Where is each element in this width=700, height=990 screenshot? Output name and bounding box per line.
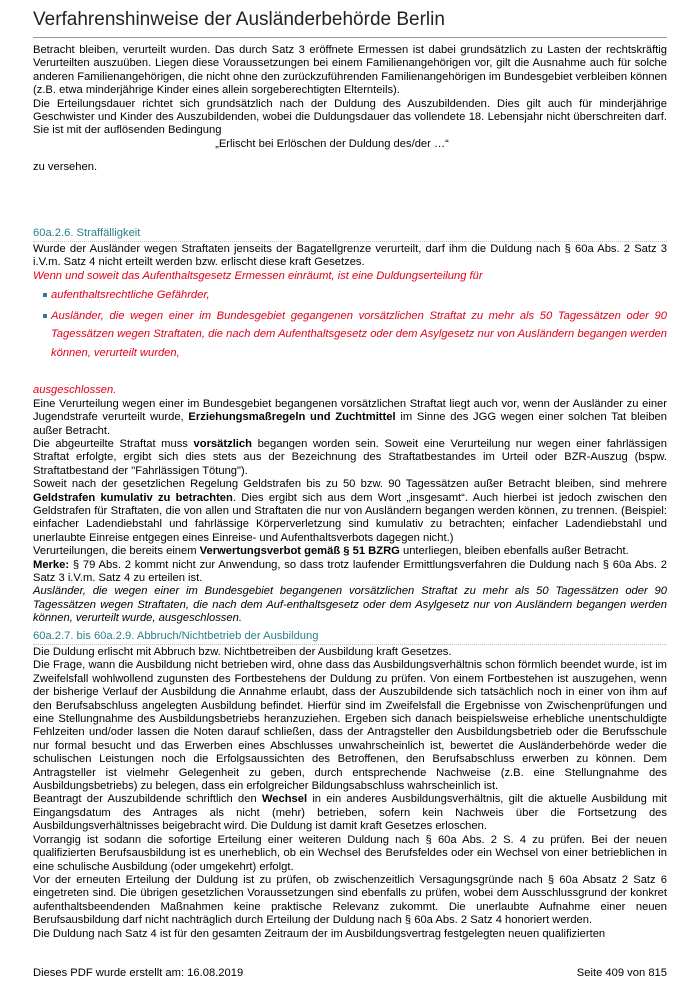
bullet-square-icon bbox=[43, 293, 47, 297]
section-heading-abbruch-ausbildung: 60a.2.7. bis 60a.2.9. Abbruch/Nichtbetrieb der Ausbildung bbox=[33, 630, 667, 645]
section1-red-intro: Wenn und soweit das Aufenthaltsgesetz Ermessen einräumt, ist eine Duldungserteilung für bbox=[33, 269, 483, 282]
bold-text-run: Geldstrafen kumulativ zu betrachten bbox=[33, 491, 233, 504]
bold-text-run: vorsätzlich bbox=[193, 437, 252, 450]
text-run: im Sinne des JGG wegen einer solchen Tat bleiben außer Betracht. bbox=[33, 411, 667, 437]
bold-text-run: Erziehungsmaßregeln und Zuchtmittel bbox=[188, 411, 396, 424]
text-run: . Dies ergibt sich aus dem Wort „insgesamt“. Auch hierbei ist jedoch zwischen den Geldstrafen für Straftaten, die von allen und Straftaten die nur von Ausländern begangen werden können, zu trennen. (Beispiel: einfacher Ladendiebstahl und fahrlässige Körperverletzung sind kumulativ zu betrachten; einfacher Ladendiebstahl und unerlaubte Einreise entgegen eines Einreise- und Aufenthaltsverbots dagegen nicht.) bbox=[33, 491, 667, 544]
page-title: Verfahrenshinweise der Ausländerbehörde Berlin bbox=[33, 9, 445, 30]
bold-text-run: Verwertungsverbot gemäß § 51 BZRG bbox=[199, 545, 400, 558]
intro-quote: „Erlischt bei Erlöschen der Duldung des/der …“ bbox=[215, 137, 449, 150]
text-run: Soweit nach der gesetzlichen Regelung Geldstrafen bis zu 50 bzw. 90 Tagessätzen außer Betracht bleiben, sind mehrere bbox=[33, 478, 667, 491]
section1-paragraph-1: Wurde der Ausländer wegen Straftaten jenseits der Bagatellgrenze verurteilt, darf ihm die Duldung nach § 60a Abs. 2 Satz 3 i.V.m. Satz 4 nicht erteilt werden bzw. erlischt diese kraft Gesetzes. bbox=[33, 243, 667, 269]
list-item bbox=[43, 286, 667, 305]
section1-paragraph-3 bbox=[33, 438, 667, 478]
section1-paragraph-2 bbox=[33, 398, 667, 438]
section1-bullet-list bbox=[33, 286, 667, 362]
section2-paragraph-5: Vor der erneuten Erteilung der Duldung ist zu prüfen, ob zwischenzeitlich Versagungsgründe nach § 60a Absatz 2 Satz 6 eingetreten sind. Die übrigen gesetzlichen Voraussetzungen sind ebenfalls zu prüfen, wobei dem Ausschlussgrund der konkret aufenthaltsbeendenden Maßnahmen keine praktische Relevanz zukommt. Die unerlaubte Aufnahme einer neuen Berufsausbildung darf nicht nachträglich durch Erteilung der Duldung nach § 60a Abs. 2 Satz 4 honoriert werden. bbox=[33, 873, 667, 927]
section-heading-straffaelligkeit: 60a.2.6. Straffälligkeit bbox=[33, 227, 667, 242]
footer-created-date: Dieses PDF wurde erstellt am: 16.08.2019 bbox=[33, 967, 244, 979]
text-run: in ein anderes Ausbildungsverhältnis, gilt die aktuelle Ausbildung mit Eingangsdatum des Antrages als nicht (mehr) betrieben, sofern kein Nachweis über die Fortsetzung des Ausbildungsverhältnisses beigebracht wird. Die Duldung ist damit kraft Gesetzes erloschen. bbox=[33, 793, 667, 833]
intro-paragraph-3: zu versehen. bbox=[33, 161, 98, 174]
section2-paragraph-2: Die Frage, wann die Ausbildung nicht betrieben wird, ohne dass das Ausbildungsverhältnis schon förmlich beendet wurde, ist im Zweifelsfall wohlwollend zugunsten des Fortbestehens der Duldung zu prüfen. Von einem Fortbestehen ist auszugehen, wenn der bisherige Verlauf der Ausbildung die Annahme erlaubt, dass der Auszubildende sich tatsächlich noch in einer von ihm auf den Berufsabschluss angelegten Ausbildung befindet. Hierfür sind im Zweifelsfall die Ergebnisse von Zwischenprüfungen und eine Stellungnahme des Ausbildungsbetriebs heranzuziehen. Ergeben sich danach beispielsweise erhebliche unentschuldigte Fehlzeiten und/oder lassen die Noten darauf schließen, dass der Antragsteller den Ausbildungsbetrieb oder die Berufsschule nur formal besucht und das Erwerben eines Abschlusses unwahrscheinlich ist, bewertet die Ausländerbehörde weder die schulischen Leistungen noch die Erfolgsaussichten des Betroffenen, den Berufsabschluss erwerben zu können. Dem Antragsteller ist vielmehr Gelegenheit zu geben, durch entsprechende Nachweise (z.B. eine Stellungnahme des Ausbildungsbetriebs) zu belegen, dass ein erfolgreicher Bildungsabschluss wahrscheinlich ist. bbox=[33, 659, 667, 793]
bold-text-run: Wechsel bbox=[261, 793, 308, 806]
section2-paragraph-6: Die Duldung nach Satz 4 ist für den gesamten Zeitraum der im Ausbildungsvertrag festgelegten neuen qualifizierten bbox=[33, 927, 606, 940]
section2-paragraph-4: Vorrangig ist sodann die sofortige Erteilung einer weiteren Duldung nach § 60a Abs. 2 S. 4 zu prüfen. Bei der neuen qualifizierten Berufsausbildung ist es unerheblich, ob ein Wechsel des Berufsfeldes oder ein Wechsel von einer betrieblichen in eine schulische Ausbildung (oder umgekehrt) erfolgt. bbox=[33, 833, 667, 873]
intro-paragraph-1: Betracht bleiben, verurteilt wurden. Das durch Satz 3 eröffnete Ermessen ist dabei grundsätzlich zu Lasten der rechtskräftig Verurteilten auszuüben. Liegen diese Voraussetzungen bei einem Familienangehörigen vor, gilt die Ausnahme auch für solche anderen Familienangehörigen, die nicht ohne den zurückzuführenden Familienangehörigen im Bundesgebiet verbleiben können (z.B. etwa minderjährige Kinder eines allein sorgeberechtigten Elternteils). bbox=[33, 44, 667, 97]
bullet-text: aufenthaltsrechtliche Gefährder, bbox=[51, 289, 210, 302]
text-run: Die abgeurteilte Straftat muss bbox=[33, 437, 194, 450]
bullet-square-icon bbox=[43, 314, 47, 318]
intro-paragraph-2: Die Erteilungsdauer richtet sich grundsätzlich nach der Duldung des Auszubildenden. Dies gilt auch für minderjährige Geschwister und Kinder des Auszubildenden, wobei die Duldungsdauer das vollendete 18. Lebensjahr nicht überschreiten darf. Sie ist mit der auflösenden Bedingung bbox=[33, 97, 667, 137]
footer-page-number: Seite 409 von 815 bbox=[576, 967, 667, 979]
bullet-text: Ausländer, die wegen einer im Bundesgebiet gegangenen vorsätzlichen Straftat zu mehr als 50 Tagessätzen oder 90 Tagessätzen wegen Straftaten, die nach dem Aufenthaltsgesetz oder dem Asylgesetz nur von Ausländern begangen werden können, verurteilt wurden, bbox=[51, 309, 667, 359]
page-content bbox=[33, 44, 667, 941]
section1-merke-paragraph bbox=[33, 559, 667, 586]
section1-italic-paragraph: Ausländer, die wegen einer im Bundesgebiet begangenen vorsätzlichen Straftat zu mehr als 50 Tagessätzen oder 90 Tagessätzen wegen Straftaten, die nach dem Auf-enthaltsgesetz oder dem Asylgesetz nur von Ausländern begangen werden können, verurteilt wurde, ausgeschlossen. bbox=[33, 585, 667, 625]
text-run: Verurteilungen, die bereits einem bbox=[33, 545, 200, 558]
text-run: § 79 Abs. 2 kommt nicht zur Anwendung, so dass trotz laufender Ermittlungsverfahren die Duldung nach § 60a Abs. 2 Satz 3 i.V.m. Satz 4 zu erteilen ist. bbox=[33, 558, 667, 584]
page-header bbox=[33, 8, 667, 38]
section1-red-outro: ausgeschlossen. bbox=[33, 384, 117, 397]
page-footer bbox=[33, 967, 667, 980]
section2-paragraph-1: Die Duldung erlischt mit Abbruch bzw. Nichtbetreiben der Ausbildung kraft Gesetzes. bbox=[33, 646, 452, 658]
bold-text-run: Merke: bbox=[33, 558, 70, 571]
list-item bbox=[43, 307, 667, 363]
section2-paragraph-3 bbox=[33, 793, 667, 833]
text-run: Eine Verurteilung wegen einer im Bundesgebiet begangenen vorsätzlichen Straftat liegt auch vor, wenn der Ausländer zu einer Jugendstrafe verurteilt wurde, bbox=[33, 397, 667, 424]
text-run: begangen worden sein. Soweit eine Verurteilung nur wegen einer fahrlässigen Straftat erfolgte, ergibt sich dies stets aus der Bezeichnung des Straftatbestandes im Urteil oder BZR-Auszug (bspw. Straftatbestand der "Fahrlässigen Tötung"). bbox=[33, 437, 667, 477]
section1-paragraph-5 bbox=[33, 545, 667, 558]
section1-paragraph-4 bbox=[33, 478, 667, 545]
text-run: unterliegen, bleiben ebenfalls außer Betracht. bbox=[399, 545, 629, 558]
text-run: Beantragt der Auszubildende schriftlich den bbox=[33, 793, 262, 806]
